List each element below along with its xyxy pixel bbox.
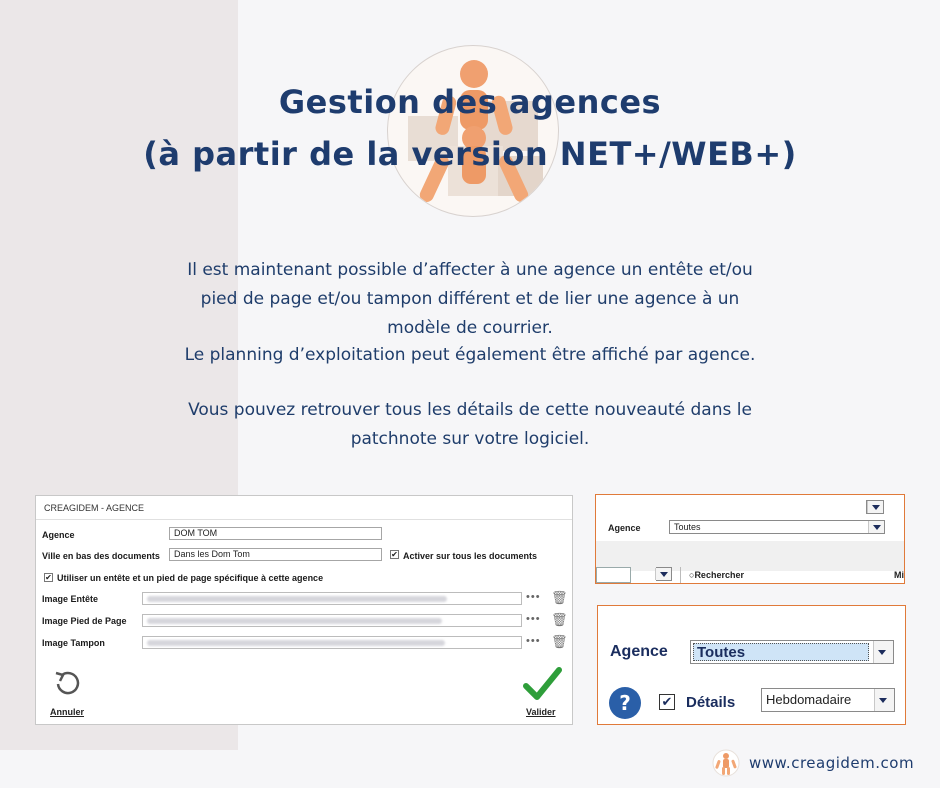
check-icon[interactable] xyxy=(522,664,562,704)
details-label: Détails xyxy=(686,694,736,711)
filter-large-agence-select[interactable] xyxy=(690,640,894,664)
annuler-button[interactable]: Annuler xyxy=(50,707,85,717)
page-title-line2: (à partir de la version NET+/WEB+) xyxy=(143,135,797,173)
ville-label: Ville en bas des documents xyxy=(42,551,160,561)
filter-small-agence-value: Toutes xyxy=(674,522,701,532)
agence-label: Agence xyxy=(42,530,75,540)
utiliser-label: Utiliser un entête et un pied de page spécifique à cette agence xyxy=(57,573,324,583)
filter-small-input[interactable] xyxy=(596,567,631,583)
rechercher-button[interactable]: ○Rechercher xyxy=(689,570,744,580)
filter-small-panel xyxy=(595,494,905,584)
image-pied-label: Image Pied de Page xyxy=(42,616,127,626)
filter-large-agence-value: Toutes xyxy=(693,643,869,661)
utiliser-checkbox[interactable]: ✔ xyxy=(45,573,52,582)
image-entete-browse-icon[interactable]: ••• xyxy=(526,591,541,603)
details-checkbox[interactable]: ✔ xyxy=(659,694,675,710)
image-entete-trash-icon[interactable]: 🗑 xyxy=(551,590,568,605)
activer-label: Activer sur tous les documents xyxy=(403,551,538,561)
period-select[interactable] xyxy=(761,688,895,712)
body-line-7: patchnote sur votre logiciel. xyxy=(350,429,590,449)
top-dropdown[interactable] xyxy=(866,500,884,514)
image-tampon-trash-icon[interactable]: 🗑 xyxy=(551,634,568,649)
image-entete-label: Image Entête xyxy=(42,594,99,604)
agency-window-title: CREAGIDEM - AGENCE xyxy=(36,496,572,520)
filter-small-trailing-text: Mi xyxy=(894,570,904,580)
creagidem-logo-icon xyxy=(712,749,740,777)
image-pied-browse-icon[interactable]: ••• xyxy=(526,613,541,625)
filter-large-panel xyxy=(597,605,906,725)
help-icon[interactable] xyxy=(608,686,642,720)
footer-url[interactable]: www.creagidem.com xyxy=(749,754,915,772)
image-tampon-label: Image Tampon xyxy=(42,638,105,648)
ville-input[interactable]: Dans les Dom Tom xyxy=(169,548,382,561)
image-pied-trash-icon[interactable]: 🗑 xyxy=(551,612,568,627)
valider-button[interactable]: Valider xyxy=(526,707,556,717)
period-value: Hebdomadaire xyxy=(766,692,852,707)
activer-checkbox[interactable]: ✔ xyxy=(391,550,398,559)
page-title-line1: Gestion des agences xyxy=(278,83,662,121)
body-line-6: Vous pouvez retrouver tous les détails de cette nouveauté dans le xyxy=(188,400,752,420)
agence-input[interactable]: DOM TOM xyxy=(169,527,382,540)
filter-small-agence-select[interactable] xyxy=(669,520,885,534)
image-tampon-browse-icon[interactable]: ••• xyxy=(526,635,541,647)
filter-small-spinner[interactable] xyxy=(656,567,672,581)
body-line-1: Il est maintenant possible d’affecter à une agence un entête et/ou xyxy=(187,260,753,280)
undo-icon[interactable] xyxy=(50,666,86,702)
svg-text:?: ? xyxy=(619,691,631,715)
body-line-2: pied de page et/ou tampon différent et de lier une agence à un xyxy=(200,289,740,309)
body-line-3: modèle de courrier. xyxy=(387,318,553,338)
image-tampon-input[interactable] xyxy=(142,636,522,649)
agency-window xyxy=(35,495,573,725)
rechercher-label: Rechercher xyxy=(694,570,744,580)
image-pied-input[interactable] xyxy=(142,614,522,627)
filter-small-agence-label: Agence xyxy=(608,523,641,533)
body-line-4: Le planning d’exploitation peut également être affiché par agence. xyxy=(184,345,756,365)
image-entete-input[interactable] xyxy=(142,592,522,605)
filter-large-agence-label: Agence xyxy=(610,643,668,660)
